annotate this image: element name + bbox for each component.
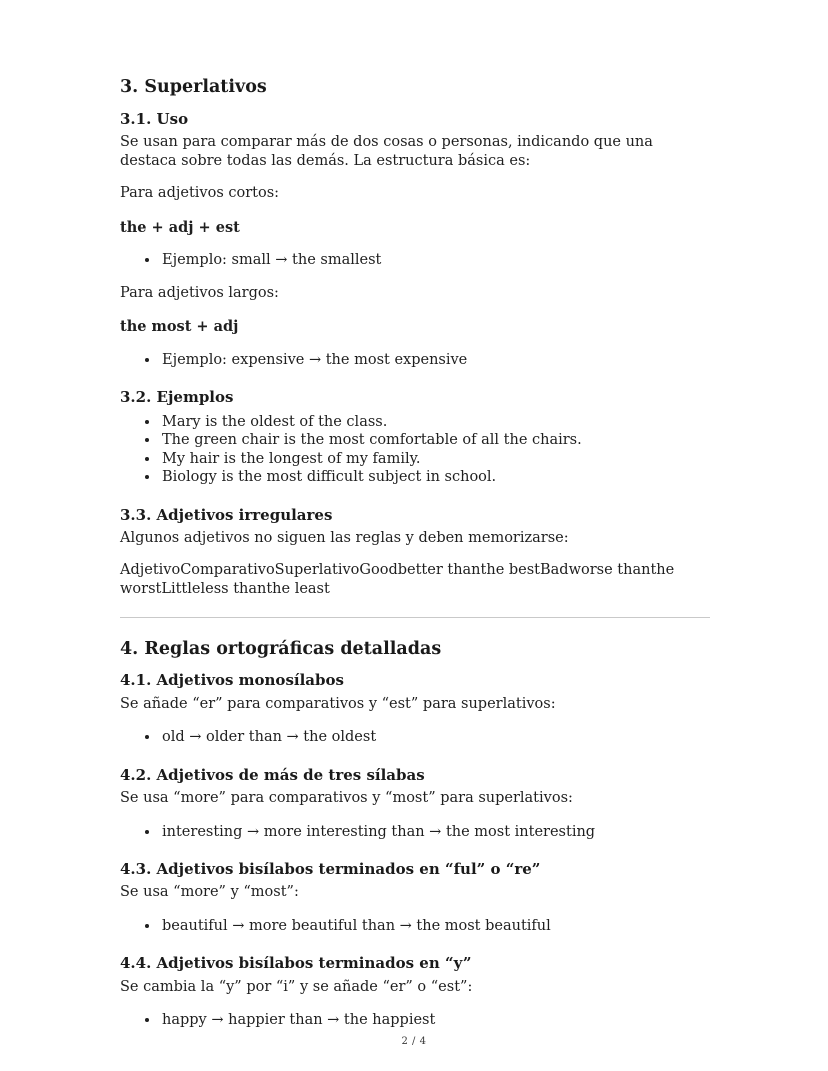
section-4-4-heading: 4.4. Adjetivos bisílabos terminados en “y” (120, 954, 472, 973)
list-item: • interesting → more interesting than → the most interesting (160, 823, 710, 842)
list-item: • Ejemplo: small → the smallest (160, 251, 710, 270)
paragraph-terminados-y: Se cambia la “y” por “i” y se añade “er” o “est”: (120, 978, 473, 995)
bullet-list-examples (120, 413, 710, 487)
list-item: • old → older than → the oldest (160, 728, 710, 747)
paragraph-uso-intro: Se usan para comparar más de dos cosas o personas, indicando que una destaca sobre todas las demás. La estructura básica es: (120, 133, 653, 170)
section-3-heading: 3. Superlativos (120, 77, 267, 97)
formula-long-adjectives: the most + adj (120, 318, 239, 336)
bullet-list-monosilabos (120, 728, 710, 747)
section-4-2-heading: 4.2. Adjetivos de más de tres sílabas (120, 765, 425, 784)
section-4-3-heading: 4.3. Adjetivos bisílabos terminados en “ful” o “re” (120, 860, 541, 879)
list-item: • Ejemplo: expensive → the most expensive (160, 351, 710, 370)
page-number: 2 / 4 (401, 1036, 427, 1047)
section-4-heading: 4. Reglas ortográficas detalladas (120, 638, 442, 659)
paragraph-ful-re: Se usa “more” y “most”: (120, 884, 299, 901)
bullet-list-ful-re (120, 917, 710, 936)
section-4-1-heading: 4.1. Adjetivos monosílabos (120, 671, 344, 690)
paragraph-irregulares-intro: Algunos adjetivos no siguen las reglas y deben memorizarse: (120, 530, 569, 547)
bullet-list-tres-silabas (120, 823, 710, 842)
irregular-adjectives-table-text: AdjetivoComparativoSuperlativoGoodbetter thanthe bestBadworse thanthe worstLittleless thanthe least (120, 561, 675, 598)
list-item: • My hair is the longest of my family. (160, 450, 710, 469)
list-item: • Mary is the oldest of the class. (160, 413, 710, 432)
paragraph-tres-silabas: Se usa “more” para comparativos y “most” para superlativos: (120, 789, 573, 806)
paragraph-short-adjectives-label: Para adjetivos cortos: (120, 185, 280, 201)
paragraph-long-adjectives-label: Para adjetivos largos: (120, 284, 279, 301)
bullet-list-short-example (120, 251, 710, 270)
formula-short-adjectives: the + adj + est (120, 218, 240, 236)
list-item: • Biology is the most difficult subject in school. (160, 468, 710, 487)
page-footer (0, 1036, 828, 1047)
bullet-list-long-example (120, 351, 710, 370)
section-divider (120, 617, 710, 618)
list-item: • The green chair is the most comfortable of all the chairs. (160, 431, 710, 450)
paragraph-monosilabos: Se añade “er” para comparativos y “est” para superlativos: (120, 695, 556, 712)
section-3-3-heading: 3.3. Adjetivos irregulares (120, 505, 333, 524)
section-3-1-heading: 3.1. Uso (120, 109, 189, 128)
list-item: • happy → happier than → the happiest (160, 1011, 710, 1030)
list-item: • beautiful → more beautiful than → the most beautiful (160, 917, 710, 936)
bullet-list-terminados-y (120, 1011, 710, 1030)
section-3-2-heading: 3.2. Ejemplos (120, 388, 234, 407)
